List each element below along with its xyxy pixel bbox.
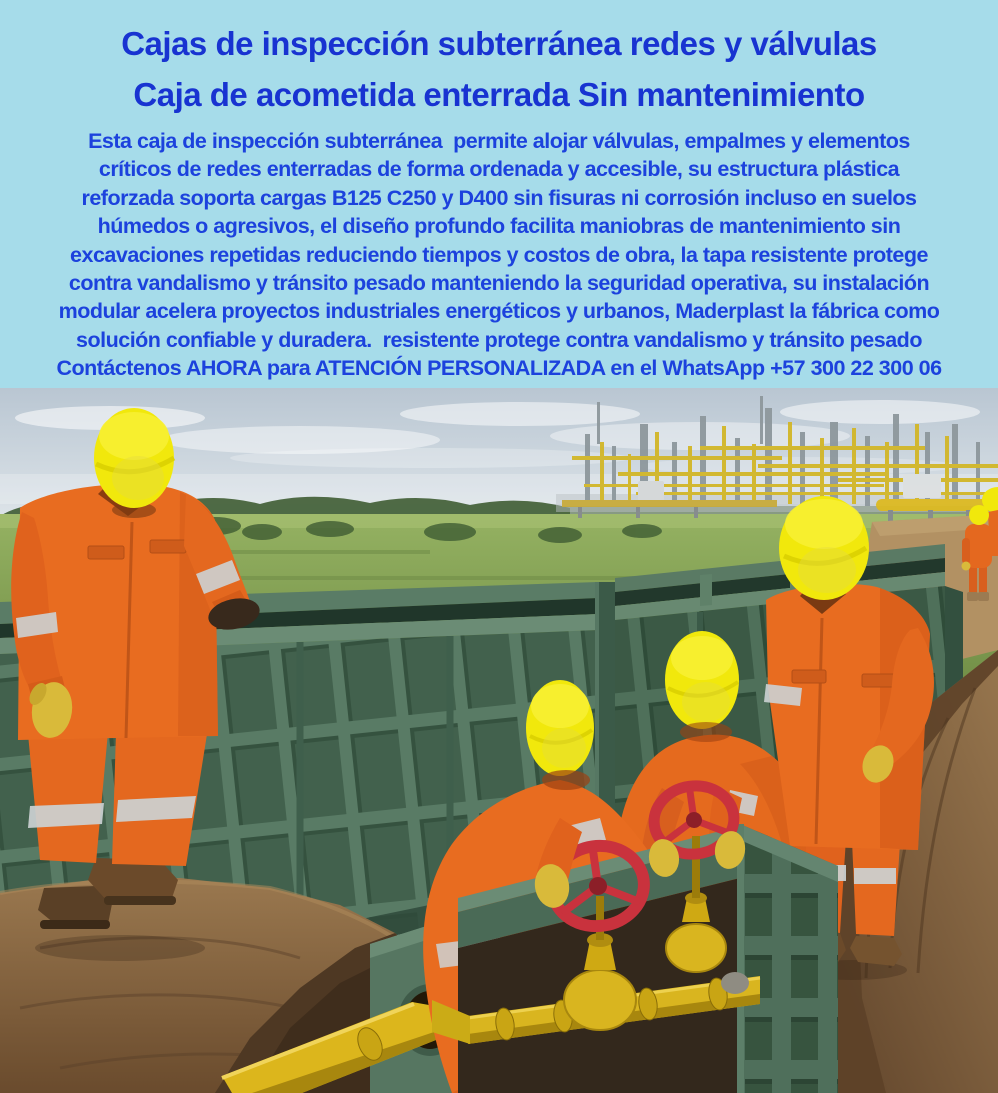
headline-line-1: Cajas de inspección subterránea redes y válvulas: [121, 25, 877, 62]
body-line-9-whatsapp-cta: Contáctenos AHORA para ATENCIÓN PERSONALIZADA en el WhatsApp +57 300 22 300 06: [56, 356, 942, 381]
glove-distant: [962, 562, 971, 571]
hard-hat-distant: [969, 505, 989, 525]
hard-hat-standing-left: [94, 408, 174, 508]
header-text-panel: [0, 0, 998, 388]
boot: [850, 936, 902, 966]
body-line-4: húmedos o agresivos, el diseño profundo facilita maniobras de mantenimiento sin: [97, 214, 901, 239]
worksite-photo: [0, 388, 998, 1093]
headline-line-2: Caja de acometida enterrada Sin mantenimiento: [133, 76, 865, 113]
body-line-8: solución confiable y duradera. resistente protege contra vandalismo y tránsito pesado: [76, 327, 922, 352]
body-line-1: Esta caja de inspección subterránea permite alojar válvulas, empalmes y elementos: [88, 129, 910, 153]
body-line-7: modular acelera proyectos industriales energéticos y urbanos, Maderplast la fábrica como: [58, 299, 940, 324]
hard-hat-bent-worker: [665, 631, 739, 729]
hard-hat-standing-right: [779, 496, 869, 600]
body-line-2: críticos de redes enterradas de forma ordenada y accesible, su estructura plástica: [98, 157, 900, 182]
body-line-6: contra vandalismo y tránsito pesado manteniendo la seguridad operativa, su instalación: [68, 271, 930, 296]
hard-hat-crouching-worker: [526, 680, 594, 776]
body-line-5: excavaciones repetidas reduciendo tiempos y costos de obra, la tapa resistente protege: [70, 242, 928, 267]
body-line-3: reforzada soporta cargas B125 C250 y D400 sin fisuras ni corrosión incluso en suelos: [81, 185, 917, 210]
worksite-photo-illustration: [0, 388, 998, 1093]
body-text-block: [56, 127, 941, 383]
